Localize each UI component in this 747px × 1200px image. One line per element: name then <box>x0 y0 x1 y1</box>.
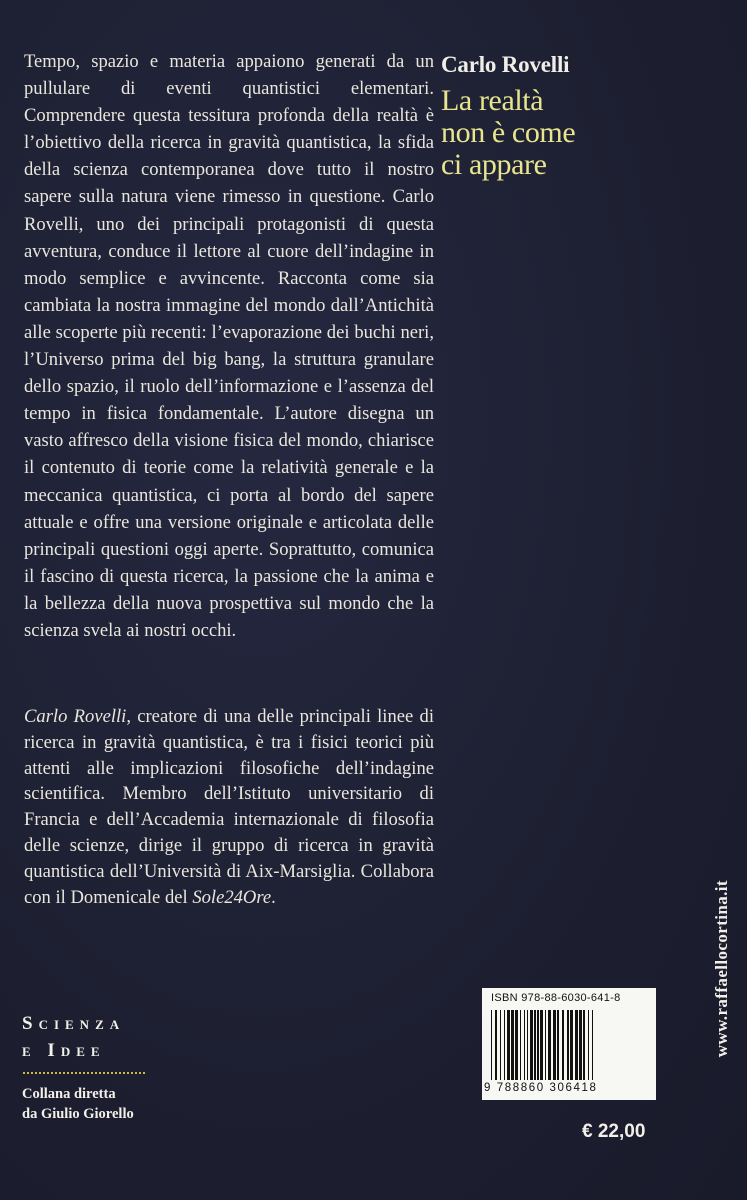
series-line-1 <box>22 1010 125 1037</box>
editor-line-2: da Giulio Giorello <box>22 1106 134 1122</box>
barcode-bar <box>562 1010 564 1080</box>
barcode-bar <box>500 1010 501 1080</box>
bio-author-name: Carlo Rovelli <box>24 706 127 727</box>
author-name: Carlo Rovelli <box>441 52 570 77</box>
barcode-bar <box>553 1010 556 1080</box>
barcode-bar <box>515 1010 518 1080</box>
barcode-bar <box>491 1010 492 1080</box>
barcode-bar <box>527 1010 528 1080</box>
bio-text: , creatore di una delle principali linee di ricerca in gravità quantistica, è tra i fisici teorici più attenti alle implicazioni filosofiche dell’indagine scientifica. Membro dell’Istituto universitario di Francia e dell’Accademia internazionale di filosofia delle scienze, dirige il gruppo di ricerca in gravità quantistica dell’Università di Aix-Marsiglia. Collabora con il Domenicale del <box>24 706 434 908</box>
barcode-bar <box>557 1010 559 1080</box>
barcode-bar <box>524 1010 525 1080</box>
publisher-website <box>712 880 738 1110</box>
book-title <box>441 85 721 181</box>
barcode-bar <box>583 1010 585 1080</box>
barcode-bar <box>504 1010 505 1080</box>
dotted-divider <box>22 1072 146 1074</box>
series-editor <box>22 1084 134 1124</box>
price: € 22,00 <box>582 1121 646 1142</box>
title-line-1: La realtà <box>441 84 544 117</box>
barcode-number: 9 788860 306418 <box>484 1082 598 1094</box>
title-line-2: non è come <box>441 116 576 149</box>
barcode-bar <box>537 1010 539 1080</box>
barcode-bar <box>545 1010 546 1080</box>
bio-end: . <box>271 886 276 908</box>
barcode-bar <box>575 1010 578 1080</box>
barcode-bar <box>570 1010 573 1080</box>
barcode-bar <box>540 1010 543 1080</box>
barcode-icon <box>489 1010 649 1082</box>
title-line-3: ci appare <box>441 148 547 181</box>
website-text: www.raffaellocortina.it <box>712 880 731 1058</box>
editor-line-1: Collana diretta <box>22 1086 116 1102</box>
isbn-label: ISBN 978-88-6030-641-8 <box>491 992 621 1004</box>
barcode-bar <box>507 1010 510 1080</box>
barcode-bar <box>520 1010 521 1080</box>
barcode-bar <box>592 1010 593 1080</box>
series-line-1-text: Scienza <box>22 1013 126 1034</box>
author-bio <box>24 704 434 910</box>
series-line-2 <box>22 1037 125 1064</box>
barcode-bar <box>579 1010 582 1080</box>
barcode-bar <box>530 1010 533 1080</box>
barcode-bar <box>567 1010 569 1080</box>
barcode-bar <box>511 1010 514 1080</box>
series-name <box>22 1010 125 1064</box>
series-line-2-text: e Idee <box>22 1040 106 1061</box>
blurb-text: Tempo, spazio e materia appaiono generati da un pullulare di eventi quantistici elementari. Comprendere questa tessitura profonda della realtà è l’obiettivo della ricerca in gravità quantistica, la sfida della scienza contemporanea dove tutto il nostro sapere sulla natura viene rimesso in questione. Carlo Rovelli, uno dei principali protagonisti di questa avventura, conduce il lettore al cuore dell’indagine in modo semplice e avvincente. Racconta come sia cambiata la nostra immagine del mondo dall’Antichità alle scoperte più recenti: l’evaporazione dei buchi neri, l’Universo prima del big bang, la struttura granulare dello spazio, il ruolo dell’informazione e l’assenza del tempo in fisica fondamentale. L’autore disegna un vasto affresco della visione fisica del mondo, chiarisce il contenuto di teorie come la relatività generale e la meccanica quantistica, ci porta al bordo del sapere attuale e offre una versione originale e articolata delle principali questioni oggi aperte. Soprattutto, comunica il fascino di questa ricerca, la passione che la anima e la bellezza della nuova prospettiva sul mondo che la scienza svela ai nostri occhi. <box>24 51 434 641</box>
barcode-bar <box>534 1010 536 1080</box>
barcode-bar <box>588 1010 589 1080</box>
barcode-bar <box>548 1010 551 1080</box>
barcode-box <box>482 988 656 1100</box>
barcode-bar <box>495 1010 497 1080</box>
bio-newspaper: Sole24Ore <box>192 886 272 908</box>
